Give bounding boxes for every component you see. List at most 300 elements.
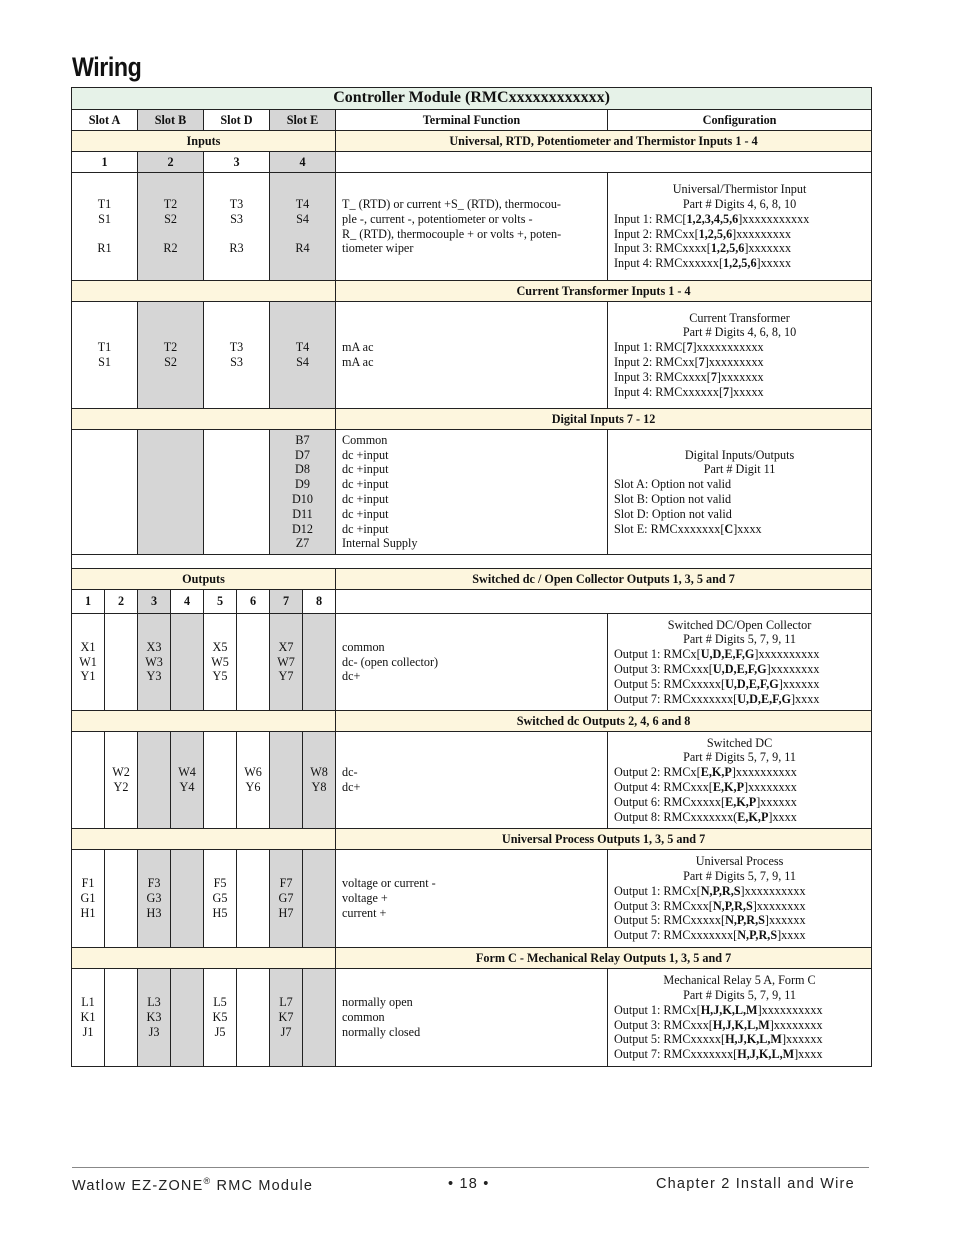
config-line <box>614 1047 865 1062</box>
cell-line: F1 <box>81 876 95 891</box>
output-terminals <box>204 969 237 1067</box>
config-line <box>614 227 865 242</box>
output-number: 2 <box>105 590 138 614</box>
function-line: dc +input <box>342 506 389 521</box>
cell-line: F5 <box>213 876 227 891</box>
output-terminals <box>237 732 270 829</box>
slot-number-row <box>72 152 872 173</box>
output-terminals <box>138 614 171 711</box>
cell-line: T2 <box>163 340 178 355</box>
function-line: dc +input <box>342 447 389 462</box>
slot-terminals <box>72 302 138 409</box>
config-line <box>614 884 865 899</box>
outputs-label: Outputs <box>72 569 336 590</box>
output-terminals <box>270 614 303 711</box>
function-line: mA ac <box>342 340 374 355</box>
config-options: 7 <box>710 369 717 384</box>
terminal-function-cell <box>336 732 608 829</box>
cell-line: S1 <box>98 211 111 226</box>
output-terminals <box>72 850 105 948</box>
config-options: N,P,R,S <box>737 928 778 943</box>
config-line <box>614 780 865 795</box>
slot-terminals <box>138 173 204 281</box>
output-terminals <box>171 614 204 711</box>
output-block-row <box>72 969 872 1067</box>
cell-line: F7 <box>279 876 293 891</box>
function-line: common <box>342 639 385 654</box>
section-row <box>72 829 872 850</box>
output-terminals <box>105 732 138 829</box>
input-block-row <box>72 302 872 409</box>
section-row <box>72 711 872 732</box>
cell-line: F3 <box>147 876 161 891</box>
config-suffix: ]xxxxxxxxxx <box>754 647 820 662</box>
slot-number: 4 <box>270 152 336 173</box>
spacer <box>72 555 872 569</box>
config-options: 1,2,5,6 <box>723 256 757 271</box>
config-suffix: ]xxxxxx <box>756 794 797 809</box>
section-row <box>72 281 872 302</box>
output-terminals <box>303 732 336 829</box>
config-line <box>614 795 865 810</box>
cell-line <box>76 227 133 242</box>
cell-line <box>142 227 199 242</box>
slot-terminals <box>270 302 336 409</box>
blank-band <box>72 281 336 302</box>
col-slot-e: Slot E <box>270 110 336 131</box>
output-terminals <box>204 850 237 948</box>
section-header: Digital Inputs 7 - 12 <box>336 409 872 430</box>
function-line: dc+ <box>342 669 361 684</box>
terminal-label: D12 <box>292 521 313 536</box>
section-header: Form C - Mechanical Relay Outputs 1, 3, 5 and 7 <box>336 948 872 969</box>
config-title: Universal/Thermistor Input <box>672 182 807 197</box>
wiring-table <box>71 87 872 1067</box>
col-slot-d: Slot D <box>204 110 270 131</box>
config-suffix: ]xxxx <box>768 809 797 824</box>
function-line: common <box>342 1010 385 1025</box>
function-line: normally open <box>342 995 413 1010</box>
config-line <box>614 1018 865 1033</box>
output-number: 4 <box>171 590 204 614</box>
config-suffix: ]xxxxxx <box>778 676 820 691</box>
function-line: normally closed <box>342 1024 421 1039</box>
config-suffix: ]xxxxxxxxxx <box>740 883 806 898</box>
terminal-label: D7 <box>295 447 310 462</box>
config-prefix: Output 3: RMCxxx[ <box>614 662 713 676</box>
slot-b-empty <box>138 430 204 555</box>
config-prefix: Slot D: Option not valid <box>614 506 732 521</box>
config-line <box>614 256 865 271</box>
config-prefix: Input 1: RMC[ <box>614 211 687 226</box>
terminal-function-cell <box>336 430 608 555</box>
cell-line: G1 <box>80 891 96 906</box>
config-options: 7 <box>698 355 705 369</box>
blank-band <box>72 409 336 430</box>
output-terminals <box>303 850 336 948</box>
config-prefix: Output 3: RMCxxx[ <box>614 898 713 913</box>
function-line: mA ac <box>342 355 374 369</box>
output-terminals <box>138 969 171 1067</box>
configuration-cell <box>608 614 872 711</box>
config-prefix: Input 4: RMCxxxxxx[ <box>614 256 724 271</box>
output-number: 7 <box>270 590 303 614</box>
config-suffix: ]xxxxxxx <box>716 369 764 384</box>
config-prefix: Output 5: RMCxxxxx[ <box>614 913 726 928</box>
config-prefix: Output 6: RMCxxxxx[ <box>614 794 726 809</box>
slot-number: 3 <box>204 152 270 173</box>
config-prefix: Output 1: RMCx[ <box>614 647 701 662</box>
config-title: Part # Digits 5, 7, 9, 11 <box>683 987 797 1002</box>
config-suffix: ]xxxx <box>733 521 762 536</box>
cell-line: K3 <box>146 1010 162 1025</box>
config-line <box>614 647 865 662</box>
configuration-cell <box>608 430 872 555</box>
table-title-row <box>72 88 872 110</box>
cell-line: X1 <box>80 639 96 654</box>
config-suffix: ]xxxxxxxxxxx <box>738 211 810 226</box>
configuration-cell <box>608 732 872 829</box>
config-suffix: ]xxxxxxxx <box>752 898 806 913</box>
config-line <box>614 928 865 943</box>
output-terminals <box>237 850 270 948</box>
cell-line: W2 <box>112 765 130 780</box>
footer-product <box>72 1176 313 1194</box>
input-block-row <box>72 173 872 281</box>
config-line <box>614 370 865 385</box>
config-options: H,J,K,L,M <box>700 1002 758 1017</box>
cell-line: W7 <box>277 654 295 669</box>
function-line: voltage + <box>342 891 388 906</box>
config-prefix: Output 1: RMCx[ <box>614 883 701 898</box>
function-line: R_ (RTD), thermocouple + or volts +, poten- <box>342 226 562 241</box>
config-options: U,D,E,F,G <box>725 676 779 691</box>
config-suffix: ]xxxxxxxxx <box>704 355 764 369</box>
terminal-label: D9 <box>295 477 310 492</box>
cell-line: W4 <box>178 765 196 780</box>
config-options: N,P,R,S <box>712 898 753 913</box>
config-prefix: Output 7: RMCxxxxxxx[ <box>614 1047 738 1062</box>
config-title: Digital Inputs/Outputs <box>684 447 795 462</box>
cell-line: G5 <box>212 891 228 906</box>
slot-e-terminals <box>270 430 336 555</box>
slot-number: 2 <box>138 152 204 173</box>
config-prefix: Output 7: RMCxxxxxxx[ <box>614 691 738 706</box>
cell-line: Y7 <box>278 669 294 684</box>
output-block-row <box>72 732 872 829</box>
config-options: E,K,P <box>737 809 769 824</box>
cell-line: S2 <box>164 355 177 369</box>
config-title: Part # Digits 5, 7, 9, 11 <box>683 868 797 883</box>
terminal-function-cell <box>336 850 608 948</box>
spacer-row <box>72 555 872 569</box>
output-terminals <box>204 732 237 829</box>
section-header: Universal Process Outputs 1, 3, 5 and 7 <box>336 829 872 850</box>
function-line: current + <box>342 905 387 920</box>
configuration-cell <box>608 302 872 409</box>
function-line: Common <box>342 432 388 447</box>
config-title: Part # Digit 11 <box>703 462 776 477</box>
cell-line: J7 <box>280 1024 292 1039</box>
function-line: dc +input <box>342 462 389 477</box>
terminal-label: Z7 <box>295 536 310 551</box>
configuration-cell <box>608 969 872 1067</box>
function-line: dc- (open collector) <box>342 654 439 669</box>
config-title: Part # Digits 5, 7, 9, 11 <box>683 632 797 647</box>
cell-line: X7 <box>278 639 294 654</box>
slot-terminals <box>204 173 270 281</box>
config-options: U,D,E,F,G <box>737 691 791 706</box>
function-line: dc +input <box>342 521 389 536</box>
cell-line: T3 <box>229 340 244 355</box>
slot-terminals <box>270 173 336 281</box>
function-line: tiometer wiper <box>342 241 414 256</box>
output-terminals <box>72 614 105 711</box>
col-slot-b: Slot B <box>138 110 204 131</box>
config-title: Switched DC/Open Collector <box>667 617 812 632</box>
config-suffix: ]xxxxxx <box>764 913 806 928</box>
config-suffix: ]xxxxxxxx <box>744 780 797 794</box>
terminal-label: D10 <box>292 492 313 506</box>
config-suffix: ]xxxxx <box>756 256 792 271</box>
cell-line: R2 <box>163 241 178 256</box>
cell-line: J5 <box>214 1024 226 1039</box>
configuration-cell <box>608 173 872 281</box>
config-prefix: Input 4: RMCxxxxxx[ <box>614 384 724 399</box>
output-block-row <box>72 850 872 948</box>
cell-line <box>274 227 331 242</box>
blank-cell <box>336 152 872 173</box>
config-line <box>614 212 865 227</box>
config-suffix: ]xxxxxxxxxxx <box>692 340 764 355</box>
config-prefix: Output 8: RMCxxxxxxx( <box>614 809 738 824</box>
cell-line: L5 <box>213 995 227 1010</box>
config-title: Part # Digits 4, 6, 8, 10 <box>682 325 797 340</box>
output-terminals <box>270 969 303 1067</box>
terminal-function-cell <box>336 302 608 409</box>
config-suffix: ]xxxxxxxx <box>766 662 820 676</box>
output-terminals <box>138 732 171 829</box>
config-options: 7 <box>686 340 693 355</box>
cell-line: R1 <box>97 241 112 256</box>
config-suffix: ]xxxx <box>794 1047 823 1062</box>
config-prefix: Slot E: RMCxxxxxxx[ <box>614 521 725 536</box>
output-terminals <box>105 850 138 948</box>
output-terminals <box>105 969 138 1067</box>
cell-line: T4 <box>295 196 310 211</box>
config-title: Switched DC <box>706 735 773 750</box>
footer-divider <box>72 1167 869 1168</box>
section-row <box>72 569 872 590</box>
config-suffix: ]xxxxx <box>729 384 764 399</box>
terminal-function-cell <box>336 173 608 281</box>
config-suffix: ]xxxxxxx <box>744 241 792 256</box>
config-title: Part # Digits 5, 7, 9, 11 <box>683 750 797 765</box>
output-terminals <box>237 969 270 1067</box>
cell-line: K7 <box>278 1010 294 1025</box>
cell-line: K1 <box>80 1010 96 1025</box>
cell-line: R4 <box>295 241 310 256</box>
blank-band <box>72 711 336 732</box>
section-row <box>72 131 872 152</box>
config-prefix: Output 4: RMCxxx[ <box>614 780 713 794</box>
config-options: 7 <box>723 384 730 399</box>
config-prefix: Input 3: RMCxxxx[ <box>614 369 711 384</box>
cell-line: S2 <box>164 211 177 226</box>
cell-line: S4 <box>296 355 309 369</box>
cell-line: W6 <box>244 765 262 780</box>
config-options: N,P,R,S <box>700 883 741 898</box>
config-prefix: Input 1: RMC[ <box>614 340 687 355</box>
configuration-cell <box>608 850 872 948</box>
section-header: Current Transformer Inputs 1 - 4 <box>336 281 872 302</box>
config-options: 1,2,5,6 <box>710 241 745 256</box>
cell-line: Y1 <box>80 669 96 684</box>
config-line <box>614 810 865 825</box>
cell-line: W5 <box>211 654 229 669</box>
cell-line: L3 <box>147 995 161 1010</box>
cell-line: W3 <box>145 654 163 669</box>
config-options: N,P,R,S <box>725 913 765 928</box>
cell-line <box>208 227 265 242</box>
function-line: voltage or current - <box>342 876 436 891</box>
config-title: Current Transformer <box>689 310 790 325</box>
config-title: Part # Digits 4, 6, 8, 10 <box>682 196 797 211</box>
cell-line: L1 <box>81 995 95 1010</box>
col-terminal-function: Terminal Function <box>336 110 608 131</box>
config-prefix: Slot B: Option not valid <box>614 492 732 506</box>
config-suffix: ]xxxxxx <box>781 1032 823 1047</box>
function-line: Internal Supply <box>342 536 418 551</box>
section-row <box>72 948 872 969</box>
cell-line: H5 <box>212 905 228 920</box>
config-line <box>614 477 865 492</box>
config-line <box>614 241 865 256</box>
output-terminals <box>270 732 303 829</box>
config-line <box>614 355 865 370</box>
page-number: • 18 • <box>448 1176 490 1192</box>
section-header: Switched dc Outputs 2, 4, 6 and 8 <box>336 711 872 732</box>
config-prefix: Output 1: RMCx[ <box>614 1002 701 1017</box>
config-prefix: Input 2: RMCxx[ <box>614 355 699 369</box>
blank-cell <box>336 590 872 614</box>
function-line: ple -, current -, potentiometer or volts - <box>342 211 533 226</box>
footer-brand: Watlow EZ-ZONE <box>72 1177 204 1194</box>
config-options: H,J,K,L,M <box>712 1017 770 1032</box>
cell-line: Y5 <box>212 669 228 684</box>
output-terminals <box>72 969 105 1067</box>
slot-number: 1 <box>72 152 138 173</box>
output-terminals <box>72 732 105 829</box>
config-line <box>614 765 865 780</box>
slot-terminals <box>138 302 204 409</box>
column-header-row <box>72 110 872 131</box>
function-line: dc +input <box>342 477 389 492</box>
section-row <box>72 409 872 430</box>
digital-inputs-row <box>72 430 872 555</box>
config-options: U,D,E,F,G <box>712 662 767 676</box>
cell-line: Y8 <box>311 780 327 794</box>
config-line <box>614 522 865 537</box>
config-line <box>614 340 865 355</box>
cell-line: J1 <box>82 1024 94 1039</box>
output-number: 1 <box>72 590 105 614</box>
blank-band <box>72 948 336 969</box>
terminal-function-cell <box>336 969 608 1067</box>
config-options: H,J,K,L,M <box>725 1032 782 1047</box>
cell-line: X5 <box>212 639 228 654</box>
output-terminals <box>171 850 204 948</box>
config-options: E,K,P <box>725 794 757 809</box>
config-prefix: Output 5: RMCxxxxx[ <box>614 676 726 691</box>
output-number: 5 <box>204 590 237 614</box>
cell-line: G3 <box>146 891 162 906</box>
cell-line: G7 <box>278 891 294 906</box>
function-line: dc+ <box>342 780 361 794</box>
col-configuration: Configuration <box>608 110 872 131</box>
footer-chapter: Chapter 2 Install and Wire <box>656 1176 855 1192</box>
output-terminals <box>171 969 204 1067</box>
function-line: dc +input <box>342 492 389 506</box>
cell-line: H3 <box>146 905 162 920</box>
config-line <box>614 913 865 928</box>
terminal-label: D8 <box>295 462 310 477</box>
config-line <box>614 1032 865 1047</box>
cell-line: H7 <box>278 905 294 920</box>
page-title: Wiring <box>72 52 142 82</box>
terminal-label: D11 <box>292 506 313 521</box>
config-suffix: ]xxxxxxxxxx <box>731 765 797 780</box>
output-terminals <box>171 732 204 829</box>
output-number: 6 <box>237 590 270 614</box>
slot-d-empty <box>204 430 270 555</box>
terminal-function-cell <box>336 614 608 711</box>
slot-a-empty <box>72 430 138 555</box>
cell-line: H1 <box>80 905 96 920</box>
config-options: H,J,K,L,M <box>737 1047 795 1062</box>
blank-band <box>72 829 336 850</box>
config-options: 1,2,3,4,5,6 <box>686 211 739 226</box>
config-line <box>614 385 865 400</box>
config-prefix: Input 2: RMCxx[ <box>614 226 699 241</box>
function-line: dc- <box>342 765 358 780</box>
config-line <box>614 692 865 707</box>
cell-line: S3 <box>230 211 243 226</box>
config-line <box>614 677 865 692</box>
output-terminals <box>237 614 270 711</box>
config-line <box>614 662 865 677</box>
cell-line: Y2 <box>113 780 129 794</box>
config-prefix: Output 5: RMCxxxxx[ <box>614 1032 726 1047</box>
section-header: Universal, RTD, Potentiometer and Thermistor Inputs 1 - 4 <box>336 131 872 152</box>
cell-line: J3 <box>148 1024 160 1039</box>
cell-line: K5 <box>212 1010 228 1025</box>
output-number-row <box>72 590 872 614</box>
config-suffix: ]xxxxxxxxx <box>732 226 792 241</box>
output-terminals <box>138 850 171 948</box>
cell-line: W1 <box>79 654 97 669</box>
config-options: E,K,P <box>712 780 745 794</box>
table-title: Controller Module (RMCxxxxxxxxxxxx) <box>72 88 872 110</box>
config-title: Mechanical Relay 5 A, Form C <box>663 973 816 988</box>
output-number: 3 <box>138 590 171 614</box>
config-line <box>614 899 865 914</box>
config-line <box>614 507 865 522</box>
cell-line: Y6 <box>245 780 261 794</box>
config-prefix: Input 3: RMCxxxx[ <box>614 241 711 256</box>
config-line <box>614 1003 865 1018</box>
cell-line: T3 <box>229 196 244 211</box>
